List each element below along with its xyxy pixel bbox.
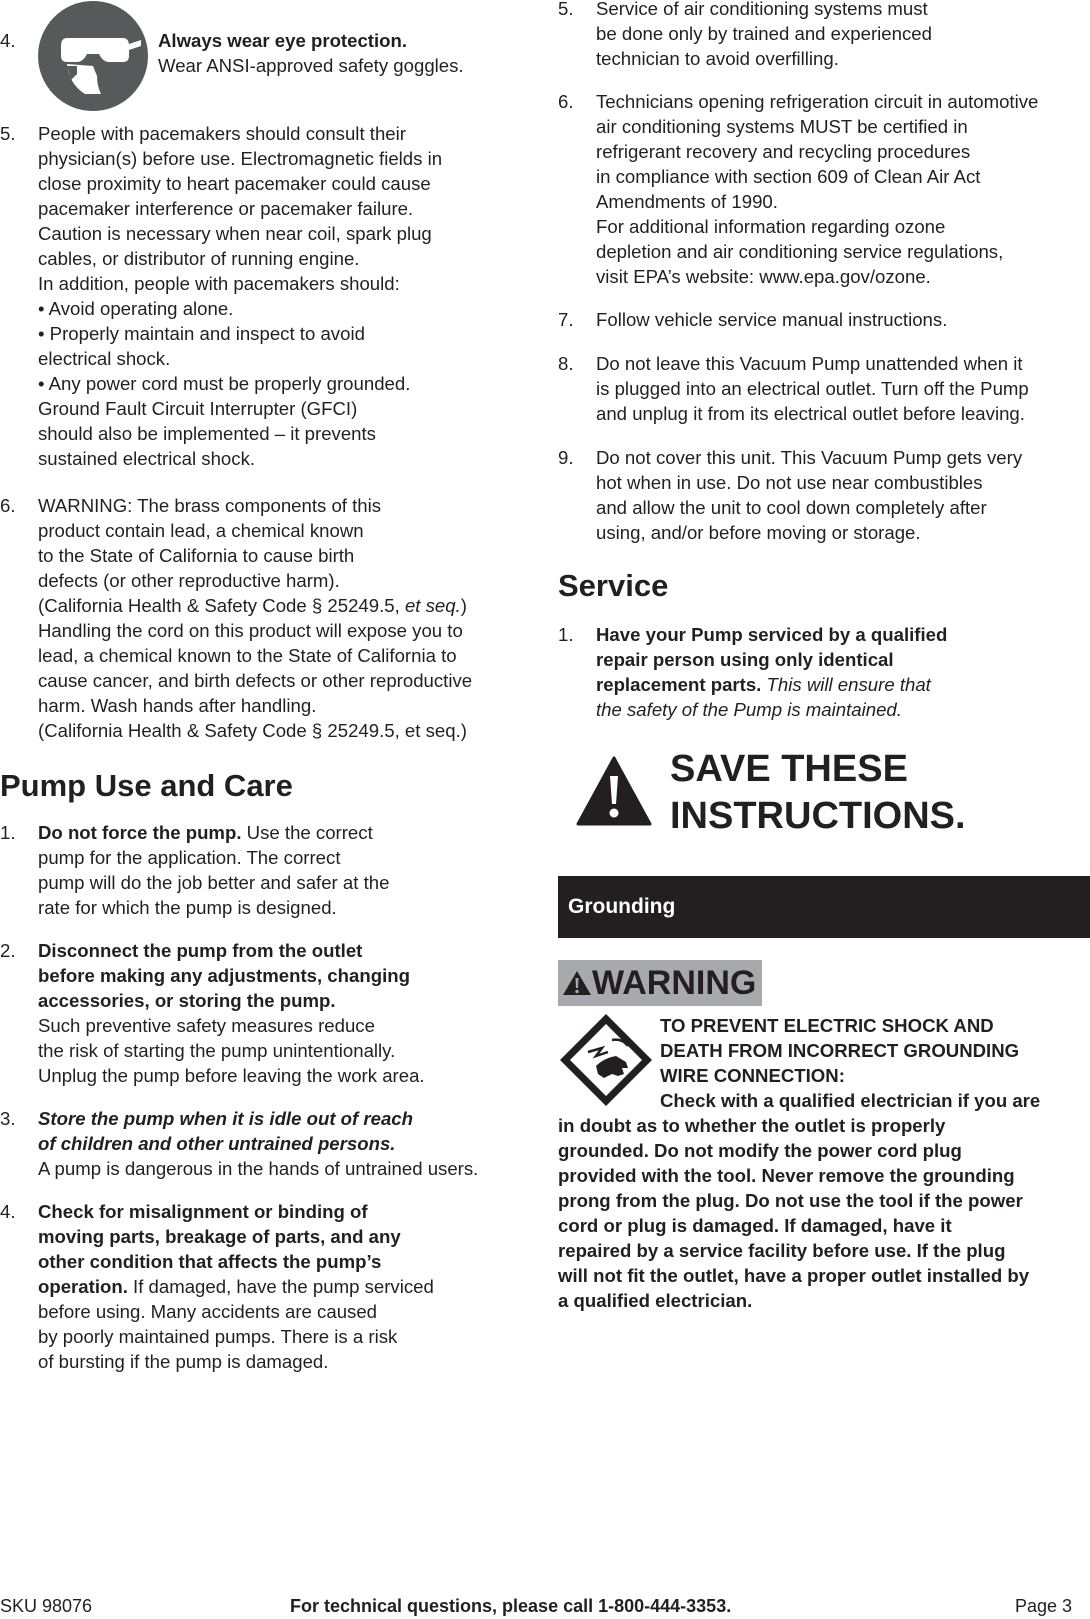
bold-line: other condition that affects the pump’s <box>38 1251 382 1272</box>
pump-item-2 <box>0 938 425 1088</box>
bold-line: repair person using only identical <box>596 649 894 670</box>
text-line: pump will do the job better and safer at the <box>38 872 390 893</box>
bold-line: before making any adjustments, changing <box>38 965 410 986</box>
bold-line: moving parts, breakage of parts, and any <box>38 1226 401 1247</box>
text-line <box>596 672 947 697</box>
pump-item-1 <box>0 820 389 920</box>
text-line: and unplug it from its electrical outlet before leaving. <box>596 403 1025 424</box>
text-line: of bursting if the pump is damaged. <box>38 1351 329 1372</box>
warning-label-text: WARNING <box>592 964 757 1002</box>
warning-line: a qualified electrician. <box>558 1290 753 1311</box>
text-line: depletion and air conditioning service regulations, <box>596 241 1004 262</box>
text-line: physician(s) before use. Electromagnetic fields in <box>38 148 443 169</box>
right-item-5 <box>558 0 932 71</box>
text-line: product contain lead, a chemical known <box>38 520 364 541</box>
text-line: refrigerant recovery and recycling procedures <box>596 141 971 162</box>
eye-item-number: 4. <box>0 30 16 51</box>
pacemaker-item <box>0 121 442 471</box>
pump-item-3 <box>0 1106 478 1181</box>
text-line: People with pacemakers should consult their <box>38 123 406 144</box>
warning-line: grounded. Do not modify the power cord plug <box>558 1140 962 1161</box>
item-number: 1. <box>558 624 574 645</box>
text-line: cables, or distributor of running engine. <box>38 248 360 269</box>
warning-line: prong from the plug. Do not use the tool if the power <box>558 1190 1023 1211</box>
item-number: 3. <box>0 1108 16 1129</box>
bold-text: replacement parts. <box>596 674 762 695</box>
warning-triangle-icon <box>576 756 652 826</box>
warning-line: provided with the tool. Never remove the grounding <box>558 1165 1015 1186</box>
item-number: 4. <box>0 1201 16 1222</box>
service-heading: Service <box>558 568 669 603</box>
text-line: sustained electrical shock. <box>38 448 256 469</box>
text-line: • Avoid operating alone. <box>38 298 234 319</box>
text-line: pump for the application. The correct <box>38 847 341 868</box>
footer-sku: SKU 98076 <box>0 1596 93 1616</box>
item-number: 1. <box>0 822 16 843</box>
text-line: • Any power cord must be properly grounded. <box>38 373 411 394</box>
bold-line: Check for misalignment or binding of <box>38 1201 368 1222</box>
item-number: 6. <box>0 495 16 516</box>
text-line: Do not leave this Vacuum Pump unattended when it <box>596 353 1023 374</box>
bold-italic-line: of children and other untrained persons. <box>38 1133 396 1154</box>
item-number: 6. <box>558 91 574 112</box>
warning-body-text <box>558 1113 1090 1313</box>
citation-close: ) <box>460 595 467 616</box>
item-number: 9. <box>558 447 574 468</box>
text-line: rate for which the pump is designed. <box>38 897 337 918</box>
text-line: pacemaker interference or pacemaker failure. <box>38 198 414 219</box>
warning-label <box>558 960 762 1006</box>
item-number: 5. <box>0 123 16 144</box>
text-line: Such preventive safety measures reduce <box>38 1015 375 1036</box>
citation-italic: et seq. <box>404 595 461 616</box>
text-line: technician to avoid overfilling. <box>596 48 839 69</box>
warning-line: Check with a qualified electrician if you are <box>660 1090 1041 1111</box>
citation-text: (California Health & Safety Code § 25249.5, <box>38 595 405 616</box>
pump-use-heading: Pump Use and Care <box>0 768 293 803</box>
text-line: Caution is necessary when near coil, spark plug <box>38 223 432 244</box>
bold-text: Do not force the pump. <box>38 822 242 843</box>
grounding-section-bar: Grounding <box>558 876 1090 938</box>
text-line: • Properly maintain and inspect to avoid <box>38 323 365 344</box>
text-line: by poorly maintained pumps. There is a risk <box>38 1326 398 1347</box>
text-line: For additional information regarding ozone <box>596 216 946 237</box>
text-line <box>38 1274 434 1299</box>
warning-line: DEATH FROM INCORRECT GROUNDING <box>660 1040 1020 1061</box>
text-line: Follow vehicle service manual instructions. <box>596 309 948 330</box>
text-line: defects (or other reproductive harm). <box>38 570 340 591</box>
italic-line: the safety of the Pump is maintained. <box>596 699 902 720</box>
text-line: cause cancer, and birth defects or other reproductive <box>38 670 473 691</box>
bold-line: accessories, or storing the pump. <box>38 990 336 1011</box>
text-line: Handling the cord on this product will expose you to <box>38 620 463 641</box>
item-number: 5. <box>558 0 574 19</box>
text-line: the risk of starting the pump unintentionally. <box>38 1040 396 1061</box>
text-line: Unplug the pump before leaving the work area. <box>38 1065 425 1086</box>
footer-page-number: Page 3 <box>1014 1596 1072 1616</box>
text-line: should also be implemented – it prevents <box>38 423 376 444</box>
text-line: using, and/or before moving or storage. <box>596 522 921 543</box>
bold-line: Disconnect the pump from the outlet <box>38 940 363 961</box>
warning-heading-text <box>660 1013 1040 1113</box>
text: If damaged, have the pump serviced <box>127 1276 434 1297</box>
text-line: hot when in use. Do not use near combustibles <box>596 472 983 493</box>
bold-italic-line: Store the pump when it is idle out of reach <box>38 1108 414 1129</box>
safety-goggles-icon <box>37 0 149 112</box>
text-line <box>38 820 389 845</box>
text-line: lead, a chemical known to the State of California to <box>38 645 457 666</box>
text: Use the correct <box>241 822 373 843</box>
text-line: Ground Fault Circuit Interrupter (GFCI) <box>38 398 358 419</box>
text-line: visit EPA’s website: www.epa.gov/ozone. <box>596 266 931 287</box>
text-line: to the State of California to cause birth <box>38 545 355 566</box>
warning-line: WIRE CONNECTION: <box>660 1065 845 1086</box>
right-item-7 <box>558 307 947 332</box>
save-line: INSTRUCTIONS. <box>670 795 966 837</box>
footer-tech-support: For technical questions, please call 1-800-444-3353. <box>290 1596 732 1616</box>
text-line: Technicians opening refrigeration circuit in automotive <box>596 91 1039 112</box>
item-number: 8. <box>558 353 574 374</box>
right-item-9 <box>558 445 1022 545</box>
text-line: A pump is dangerous in the hands of untrained users. <box>38 1158 479 1179</box>
italic-text: This will ensure that <box>761 674 931 695</box>
california-warning-item <box>0 493 472 743</box>
text-line: electrical shock. <box>38 348 171 369</box>
eye-text: Wear ANSI-approved safety goggles. <box>158 55 464 76</box>
warning-triangle-small-icon <box>562 970 592 996</box>
bold-text: operation. <box>38 1276 128 1297</box>
text-line: In addition, people with pacemakers should: <box>38 273 400 294</box>
text-line: harm. Wash hands after handling. <box>38 695 317 716</box>
text-line: Do not cover this unit. This Vacuum Pump gets very <box>596 447 1023 468</box>
text-line: Amendments of 1990. <box>596 191 778 212</box>
right-item-6 <box>558 89 1038 289</box>
save-line: SAVE THESE <box>670 748 908 790</box>
text-line: Service of air conditioning systems must <box>596 0 928 19</box>
text-line: in compliance with section 609 of Clean Air Act <box>596 166 981 187</box>
citation-line <box>38 593 472 618</box>
eye-title: Always wear eye protection. <box>158 30 408 51</box>
text-line: close proximity to heart pacemaker could cause <box>38 173 431 194</box>
item-number: 7. <box>558 309 574 330</box>
electric-shock-hazard-icon <box>558 1012 654 1108</box>
text-line: WARNING: The brass components of this <box>38 495 382 516</box>
save-instructions <box>670 746 966 840</box>
item-number: 2. <box>0 940 16 961</box>
service-item-1 <box>558 622 947 722</box>
pump-item-4 <box>0 1199 434 1374</box>
bold-line: Have your Pump serviced by a qualified <box>596 624 948 645</box>
warning-line: TO PREVENT ELECTRIC SHOCK AND <box>660 1015 994 1036</box>
warning-line: in doubt as to whether the outlet is properly <box>558 1115 946 1136</box>
right-item-8 <box>558 351 1029 426</box>
warning-line: repaired by a service facility before use. If the plug <box>558 1240 1006 1261</box>
warning-line: cord or plug is damaged. If damaged, have it <box>558 1215 952 1236</box>
text-line: (California Health & Safety Code § 25249.5, et seq.) <box>38 720 467 741</box>
text-line: air conditioning systems MUST be certified in <box>596 116 968 137</box>
text-line: before using. Many accidents are caused <box>38 1301 378 1322</box>
text-line: is plugged into an electrical outlet. Turn off the Pump <box>596 378 1029 399</box>
text-line: be done only by trained and experienced <box>596 23 932 44</box>
text-line: and allow the unit to cool down completely after <box>596 497 987 518</box>
warning-line: will not fit the outlet, have a proper outlet installed by <box>558 1265 1030 1286</box>
